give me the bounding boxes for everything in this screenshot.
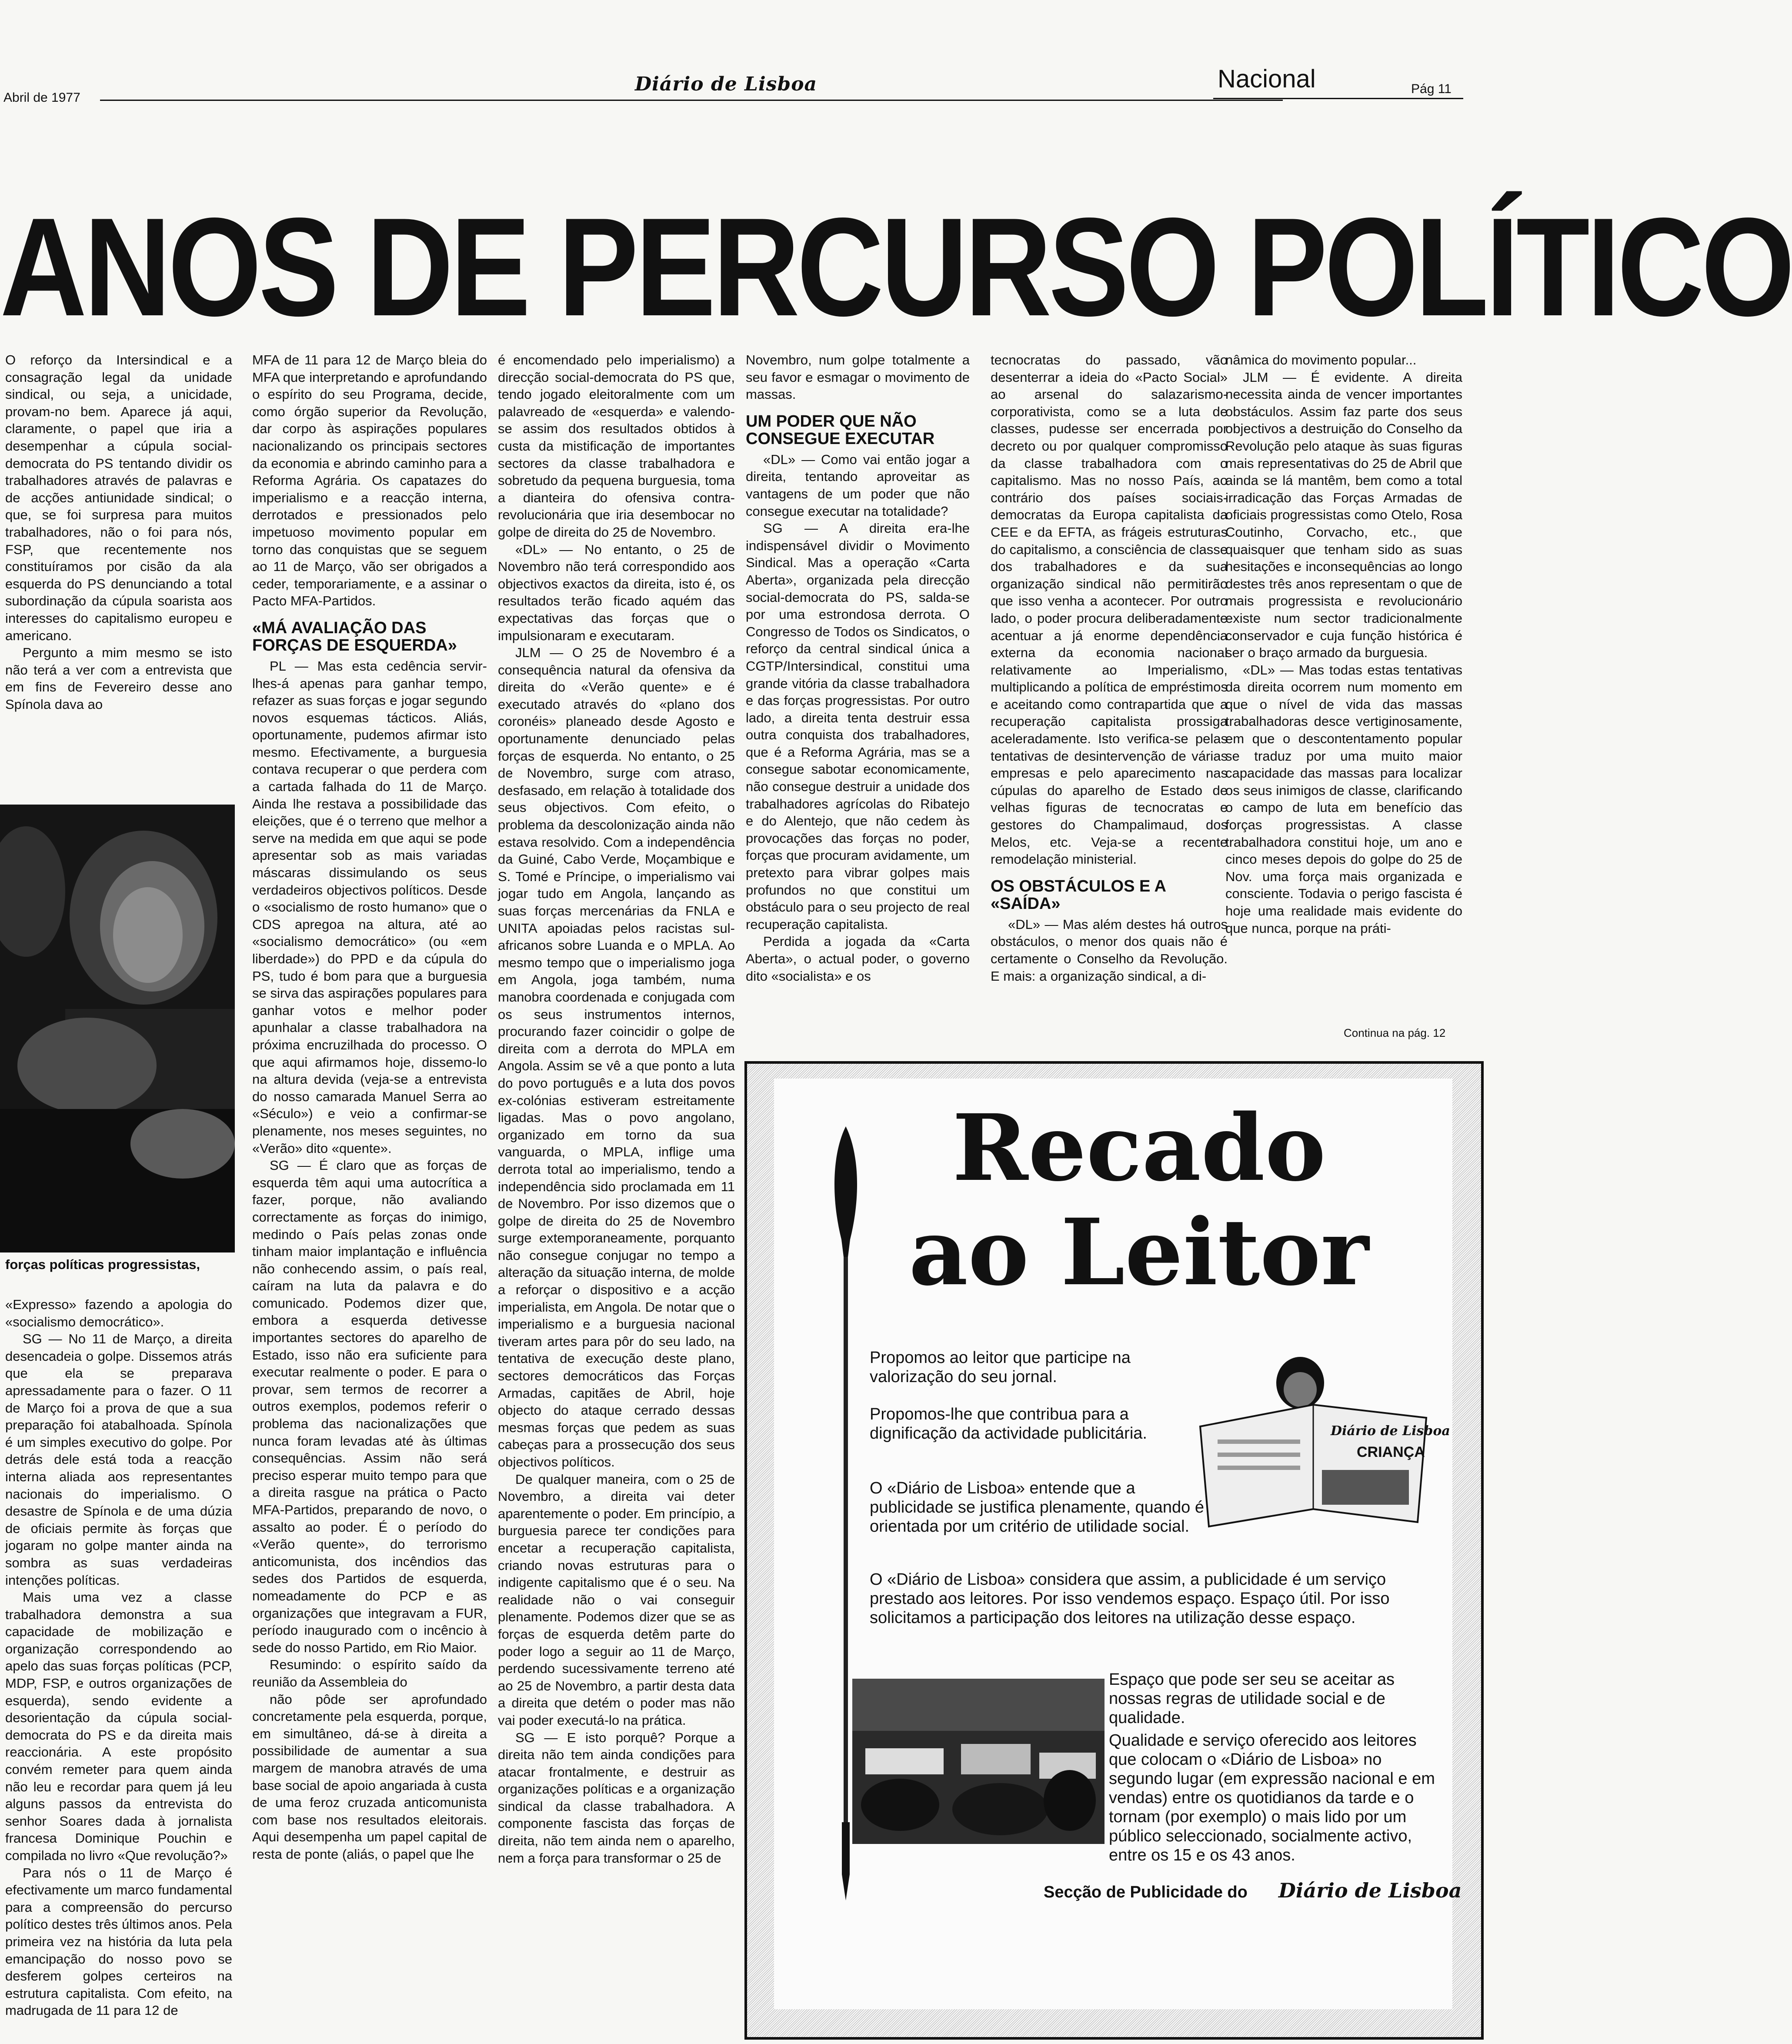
ad-paragraph-2: Propomos-lhe que contribua para a dignificação da actividade publicitária. bbox=[870, 1405, 1147, 1443]
ad-paragraph-4: O «Diário de Lisboa» considera que assim, a publicidade é um serviço prestado aos leitores. Por isso vendemos espaço. Espaço útil. Por isso solicitamos a participação dos leitores na utilização desse espaço. bbox=[870, 1570, 1390, 1627]
issue-date: Abril de 1977 bbox=[3, 90, 80, 105]
paragraph: tecnocratas do passado, vão desenterrar a ideia do «Pacto Social» ao arsenal do salazarismo-corporativista, como se a luta de classes, pudesse ser encerrada por decreto ou por qualquer compromisso da classe trabalhadora com o capitalismo. Mas no nosso País, ao contrário dos países sociais-democratas da Europa capitalista da CEE e da EFTA, as frágeis estruturas do capitalismo, a consciência de classe dos trabalhadores e da sua organização sindical não permitirão que isso venha a acontecer. Por outro lado, o poder procura deliberadamente acentuar a já enorme dependência externa da economia nacional relativamente ao Imperialismo, multiplicando a política de empréstimos e aceitando como contrapartida que a recuperação capitalista prossiga aceleradamente. Isto verifica-se pelas tentativas de desintervenção de várias empresas e pelo aparecimento nas cúpulas do aparelho de Estado de velhas figuras de tecnocratas e gestores do Champalimaud, dos Melos, etc. Veja-se a recente remodelação ministerial. bbox=[991, 352, 1228, 867]
photo-caption: forças políticas progressistas, bbox=[5, 1257, 200, 1272]
subheading: OS OBSTÁCULOS E A «SAÍDA» bbox=[991, 877, 1166, 913]
paragraph: Mais uma vez a classe trabalhadora demonstra a sua capacidade de mobilização e organização correspondendo ao apelo das suas forças políticas (PCP, MDP, FSP, e outros organizações de esquerda), sendo evidente a desorientação da cúpula social-democrata do PS e da direita mais reaccionária. A este propósito convém remeter para quem ainda não leu e recordar para quem já leu alguns passos da entrevista do senhor Soares dada à jornalista francesa Dominique Pouchin e compilada no livro «Que revolução?» bbox=[5, 1590, 232, 1863]
ad-paragraph-1: Propomos ao leitor que participe na valorização do seu jornal. bbox=[870, 1349, 1131, 1386]
ad-title-line-1: Recado bbox=[952, 1094, 1326, 1202]
paragraph: é encomendado pelo imperialismo) a direcção social-democrata do PS que, tendo jogado eleitoralmente com um palavreado de «esquerda» e valendo-se assim dos resultados obtidos à custa da mistificação de importantes sectores da classe trabalhadora e sobretudo da pequena burguesia, toma a dianteira do ofensiva contra-revolucionária que iria desembocar no golpe de direita do 25 de Novembro. bbox=[498, 352, 735, 540]
article-column-2 bbox=[252, 351, 487, 2044]
ad-title-line-2: ao Leitor bbox=[909, 1199, 1369, 1306]
newspaper-reader-illustration bbox=[1183, 1353, 1450, 1526]
paragraph: Para nós o 11 de Março é efectivamente um marco fundamental para a compreensão do percurso político destes três últimos anos. Pela primeira vez na história da luta pela emancipação do nosso povo se desferem golpes certeiros na estrutura capitalista. Com efeito, na madrugada de 11 para 12 de bbox=[5, 1865, 232, 2018]
paragraph: SG — No 11 de Março, a direita desencadeia o golpe. Dissemos atrás que ela se preparava apressadamente para o fazer. O 11 de Março foi a prova de que a sua preparação foi atabalhoada. Spínola é um simples executivo do golpe. Por detrás dele está toda a reacção interna aliada aos representantes nacionais do imperialismo. O desastre de Spínola e de uma dúzia de oficiais permite às forças que jogaram no golpe manter ainda na sombra as suas verdadeiras intenções políticas. bbox=[5, 1331, 232, 1588]
ad-paragraph-5: Espaço que pode ser seu se aceitar as nossas regras de utilidade social e de qualidade. bbox=[1109, 1670, 1395, 1727]
article-photo bbox=[0, 805, 235, 1252]
ad-footer-logo: Diário de Lisboa bbox=[1278, 1879, 1462, 1902]
paragraph: não pôde ser aprofundado concretamente pela esquerda, porque, em simultâneo, dá-se à direita a possibilidade de aumentar a sua margem de manobra através de uma base social de apoio angariada à custa de uma feroz cruzada anticomunista com base nos resultados eleitorais. Aqui desempenha um papel capital de resta de ponte (aliás, o papel que lhe bbox=[252, 1691, 487, 1862]
headline: ANOS DE PERCURSO POLÍTICO bbox=[0, 189, 1792, 345]
paragraph: «Expresso» fazendo a apologia do «socialismo democrático». bbox=[5, 1297, 232, 1329]
subheading: UM PODER QUE NÃO CONSEGUE EXECUTAR bbox=[746, 412, 935, 448]
paragraph: Pergunto a mim mesmo se isto não terá a ver com a entrevista que em fins de Fevereiro desse ano Spínola dava ao bbox=[5, 645, 232, 712]
paragraph: JLM — O 25 de Novembro é a consequência natural da ofensiva da direita do «Verão quente» e é executado através do «plano dos coronéis» planeado desde Agosto e oportunamente denunciado pelas forças de esquerda. No entanto, o 25 de Novembro, surge com atraso, desfasado, em relação à totalidade dos seus objectivos. Com efeito, o problema da descolonização ainda não estava resolvido. Com a independência da Guiné, Cabo Verde, Moçambique e S. Tomé e Príncipe, o imperialismo vai jogar tudo em Angola, lançando as suas forças mercenárias da FNLA e UNITA apoiadas pelos racistas sul-africanos sobre Luanda e o MPLA. Ao mesmo tempo que o imperialismo joga em Angola, joga também, numa manobra coordenada e conjugada com os seus instrumentos internos, procurando fazer coincidir o golpe de direita com a derrota do MPLA em Angola. Assim se vê a que ponto a luta do povo português e a luta dos povos ex-colónias estiveram estreitamente ligadas. Mas o povo angolano, organizado em torno da sua vanguarda, o MPLA, inflige uma derrota total ao imperialismo, tendo a independência sido proclamada em 11 de Novembro. Por isso dizemos que o golpe de direita do 25 de Novembro surge extemporaneamente, porquanto não consegue conjugar no tempo a alteração da situação interna, de molde a reforçar o dispositivo e a acção imperialista, em Angola. De notar que o imperialismo e a burguesia nacional tiveram artes para pôr do seu lado, na tentativa de execução deste plano, sectores democráticos das Forças Armadas, capitães de Abril, hoje objecto do ataque cerrado dessas mesmas forças que pedem as suas cabeças para a prossecução dos seus objectivos políticos. bbox=[498, 645, 735, 1470]
office-photo bbox=[852, 1679, 1105, 1844]
article-column-4 bbox=[746, 351, 970, 1065]
section-name: Nacional bbox=[1218, 65, 1316, 93]
article-column-5 bbox=[991, 351, 1228, 1043]
article-column-3 bbox=[498, 351, 735, 2044]
ad-footer-text: Secção de Publicidade do bbox=[1044, 1883, 1248, 1901]
paragraph: SG — E isto porquê? Porque a direita não tem ainda condições para atacar frontalmente, e destruir as organizações políticas e a organização sindical da classe trabalhadora. A componente fascista das forças de direita, não tem ainda nem o aparelho, nem a força para transformar o 25 de bbox=[498, 1730, 735, 1866]
newspaper-banner: CRIANÇA bbox=[1357, 1444, 1425, 1460]
paragraph: JLM — É evidente. A direita necessita ainda de vencer importantes obstáculos. Assim faz parte dos seus objectivos a destruição do Conselho da Revolução pelo ataque às suas figuras mais representativas do 25 de Abril que ainda se lá mantêm, bem como a total irradicação das Forças Armadas de oficiais progressistas como Otelo, Rosa Coutinho, Corvacho, etc., que quaisquer que tenham sido as suas hesitações e inconsequências ao longo destes três anos representam o que de mais progressista e revolucionário existe num sector tradicionalmente conservador e cuja função histórica é ser o braço armado da burguesia. bbox=[1225, 369, 1462, 661]
continued-notice: Continua na pág. 12 bbox=[1344, 1026, 1446, 1039]
paragraph: nâmica do movimento popular... bbox=[1225, 352, 1417, 367]
paragraph: O reforço da Intersindical e a consagração legal da unidade sindical, ou seja, a unicidade, provam-no bem. Aparece já aqui, claramente, o papel que iria a desempenhar a cúpula social-democrata do PS tentando dividir os trabalhadores através de palavras e de acções antiunidade sindical; o que, se foi surpresa para muitos trabalhadores, não o foi para nós, FSP, que recentemente nos constituíramos por cisão da ala esquerda do PS denunciando a total subordinação da cúpula soarista aos interesses do capitalismo europeu e americano. bbox=[5, 352, 232, 643]
ad-paragraph-3: O «Diário de Lisboa» entende que a publicidade se justifica plenamente, quando é orientada por um critério de utilidade social. bbox=[870, 1479, 1204, 1536]
page-number: Pág 11 bbox=[1411, 82, 1452, 96]
article-column-1-continued bbox=[5, 1296, 232, 2044]
paragraph: «DL» — No entanto, o 25 de Novembro não terá correspondido aos objectivos exactos da direita, isto é, os resultados terão ficado aquém das expectativas das forças que o impulsionaram e executaram. bbox=[498, 541, 735, 643]
section-rule bbox=[1213, 98, 1463, 99]
paragraph: Resumindo: o espírito saído da reunião da Assembleia do bbox=[252, 1657, 487, 1690]
paragraph: «DL» — Mas todas estas tentativas da direita ocorrem num momento em que o nível de vida das massas trabalhadoras desce vertiginosamente, em que o descontentamento popular se traduz por uma muito maior capacidade das massas para localizar os seus inimigos de classe, clarificando o campo de luta em benefício das forças progressistas. A classe trabalhadora constitui hoje, um ano e cinco meses depois do golpe do 25 de Nov. uma força mais organizada e consciente. Todavia o perigo fascista é hoje uma realidade mais evidente do que nunca, porque na práti- bbox=[1225, 662, 1462, 936]
paragraph: SG — A direita era-lhe indispensável dividir o Movimento Sindical. Mas a operação «Carta Aberta», organizada pela direcção social-democrata do PS, salda-se por uma estrondosa derrota. O Congresso de Todos os Sindicatos, o reforço da central sindical única a CGTP/Intersindical, constitui uma grande vitória da classe trabalhadora e das forças progressistas. Por outro lado, a direita tenta destruir essa outra conquista dos trabalhadores, que é a Reforma Agrária, mas se a consegue sabotar economicamente, não consegue destruir a unidade dos trabalhadores agrícolas do Ribatejo e do Alentejo, que não cedem às provocações das forças no poder, forças que procuram avidamente, um pretexto para vibrar golpes mais profundos no que constitui um obstáculo para o seu projecto de real recuperação capitalista. bbox=[746, 521, 970, 932]
newspaper-masthead: Diário de Lisboa bbox=[1331, 1423, 1450, 1439]
paragraph: SG — É claro que as forças de esquerda têm aqui uma autocrítica a fazer, porque, não avaliando correctamente as forças do inimigo, medindo o País pelas zonas onde tinham maior implantação e influência não conhecendo assim, o país real, caíram na luta da palavra e do comunicado. Podemos dizer que, embora a esquerda detivesse importantes sectores do aparelho de Estado, isso não era suficiente para executar realmente o poder. E para o provar, sem termos de recorrer a outros exemplos, podemos referir o problema das nacionalizações que nunca foram levadas até às últimas consequências. Assim não será preciso esperar muito tempo para que a direita rasgue na prática o Pacto MFA-Partidos, preparando de novo, o assalto ao poder. É o período do «Verão quente», do terrorismo anticomunista, dos incêndios das sedes dos Partidos de esquerda, nomeadamente do PCP e as organizações que integravam a FUR, período inaugurado com o incêncio à sede do nosso Partido, em Rio Maior. bbox=[252, 1158, 487, 1655]
subheading: «MÁ AVALIAÇÃO DAS FORÇAS DE ESQUERDA» bbox=[252, 618, 457, 655]
header-rule bbox=[100, 100, 1283, 101]
paragraph: Novembro, num golpe totalmente a seu favor e esmagar o movimento de massas. bbox=[746, 352, 970, 402]
paragraph: «DL» — Como vai então jogar a direita, tentando aproveitar as vantagens de um poder que não consegue executar na totalidade? bbox=[746, 451, 970, 519]
paragraph: «DL» — Mas além destes há outros obstáculos, o menor dos quais não é certamente o Conselho da Revolução. E mais: a organização sindical, a di- bbox=[991, 916, 1228, 984]
paragraph: De qualquer maneira, com o 25 de Novembro, a direita vai deter aparentemente o poder. Em princípio, a burguesia parece ter condições para encetar a recuperação capitalista, criando novas estruturas para o indigente capitalismo que é o seu. Na realidade não o vai conseguir plenamente. Podemos dizer que se as forças de esquerda detêm parte do poder logo a seguir ao 11 de Março, perdendo sucessivamente terreno até ao 25 de Novembro, a partir desta data a direita que detém o poder mas não vai poder executá-lo na prática. bbox=[498, 1471, 735, 1728]
newspaper-name: Diário de Lisboa bbox=[635, 73, 818, 95]
ad-paragraph-6: Qualidade e serviço oferecido aos leitores que colocam o «Diário de Lisboa» no segundo lugar (em expressão nacional e em vendas) entre os quotidianos da tarde e o tornam (por exemplo) o mais lido por um público seleccionado, socialmente activo, entre os 15 e os 43 anos. bbox=[1109, 1731, 1435, 1864]
paragraph: MFA de 11 para 12 de Março bleia do MFA que interpretando e aprofundando o espírito do seu Programa, decide, como órgão superior da Revolução, dar corpo às aspirações populares nacionalizando os principais sectores da economia e abrindo caminho para a Reforma Agrária. Os capatazes do imperialismo e a reacção interna, derrotados e pressionados pelo impetuoso movimento popular em torno das conquistas que se seguem ao 11 de Março, vão ser obrigados a ceder, temporariamente, e a assinar o Pacto MFA-Partidos. bbox=[252, 352, 487, 609]
paragraph: PL — Mas esta cedência servir-lhes-á apenas para ganhar tempo, refazer as suas forças e jogar segundo novos esquemas tácticos. Aliás, oportunamente, pudemos afirmar isto mesmo. Efectivamente, a burguesia contava recuperar o que perdera com a cartada falhada do 11 de Março. Ainda lhe restava a possibilidade das eleições, que é o terreno que melhor a serve na medida em que aqui se pode apresentar sob as mais variadas máscaras dissimulando os seus verdadeiros objectivos políticos. Desde o «socialismo de rosto humano» que o CDS apregoa na altura, até ao «socialismo democrático» (ou «em liberdade») do PPD e da cúpula do PS, tudo é bom para que a burguesia se sirva das aspirações populares para ganhar votos e melhor poder apunhalar a classe trabalhadora na próxima encruzilhada do processo. O que aqui afirmamos hoje, dissemo-lo na altura devida (veja-se a entrevista do nosso camarada Manuel Serra ao «Século») e veio a confirmar-se plenamente, nos meses seguintes, no «Verão» dito «quente». bbox=[252, 658, 487, 1156]
article-column-6 bbox=[1225, 351, 1462, 1039]
paragraph: Perdida a jogada da «Carta Aberta», o actual poder, o governo dito «socialista» e os bbox=[746, 934, 970, 984]
